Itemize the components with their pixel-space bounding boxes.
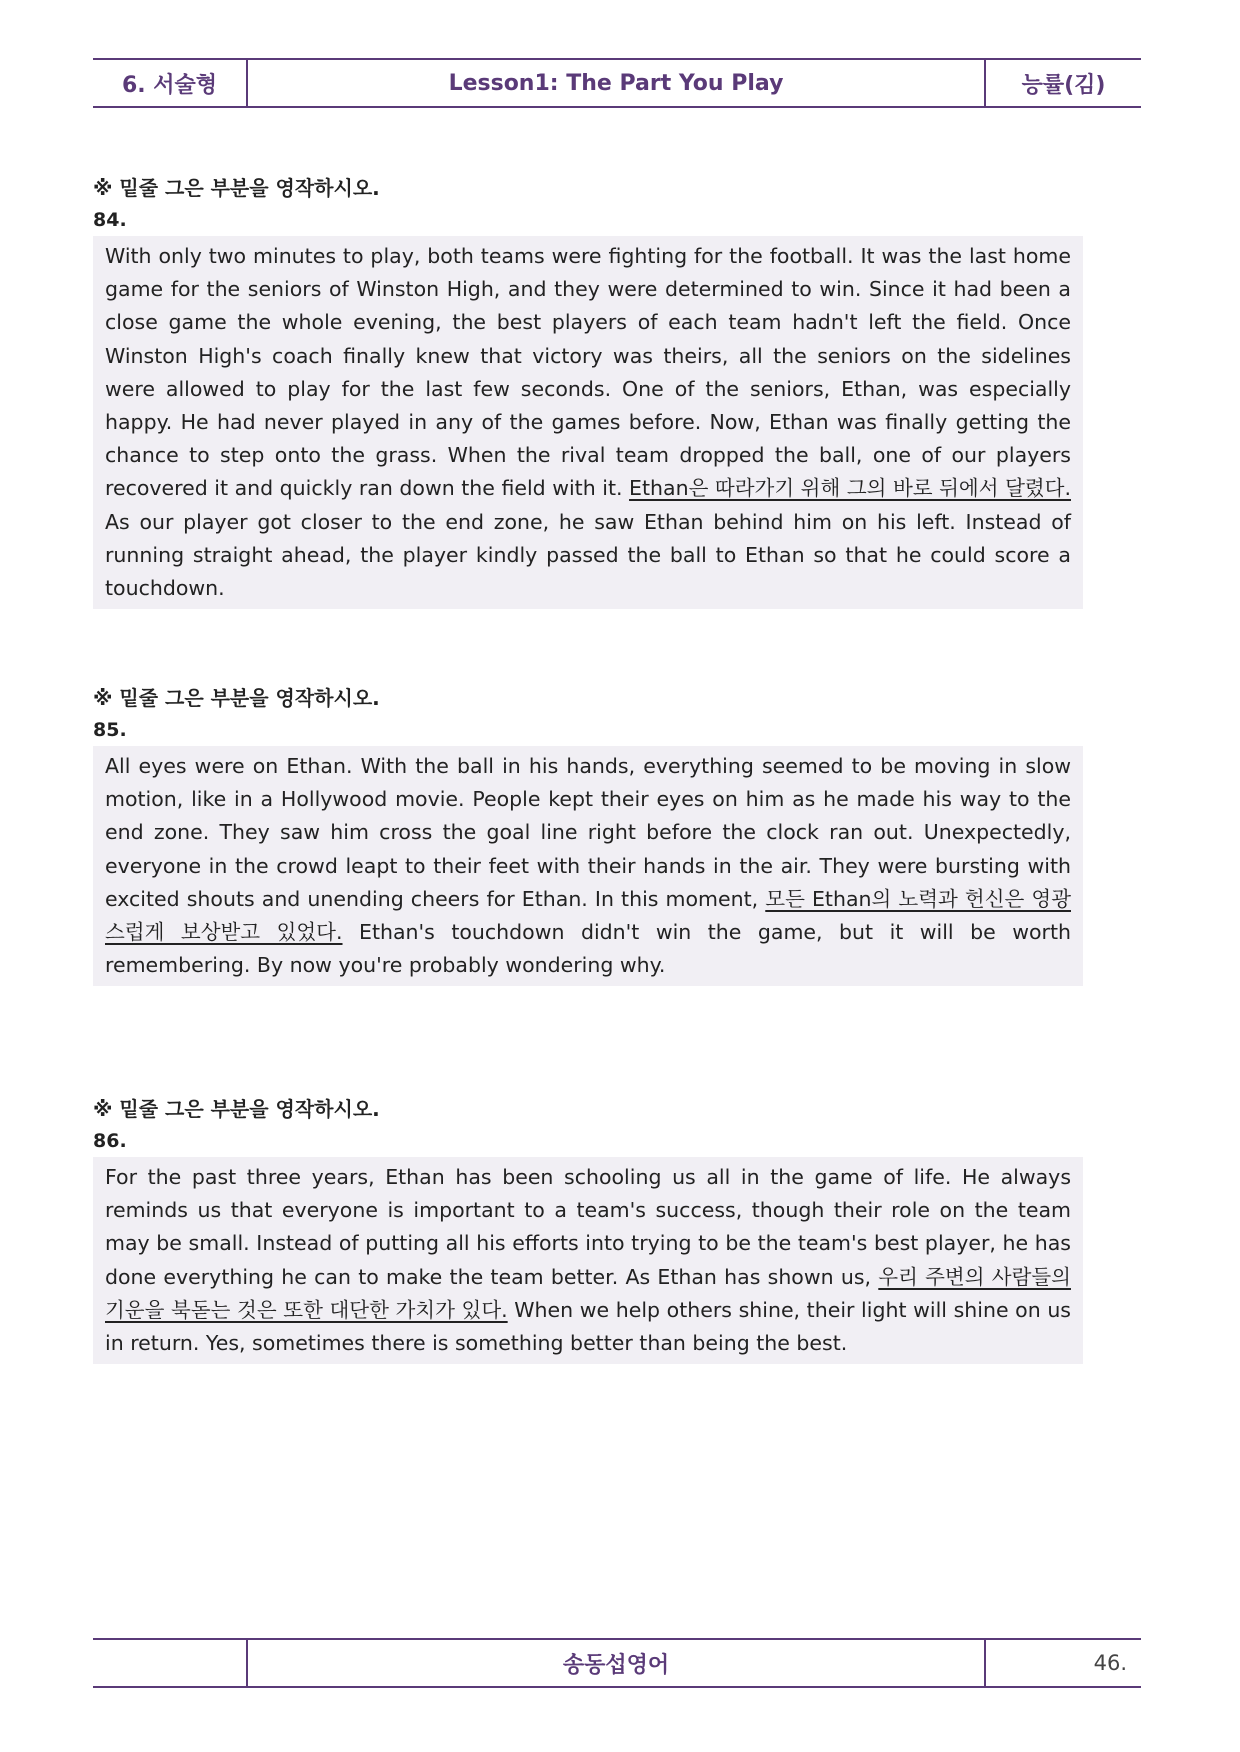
question-instruction: ※ 밑줄 그은 부분을 영작하시오.	[93, 686, 380, 710]
page-number: 46.	[1093, 1651, 1127, 1675]
question-number: 86.	[93, 1130, 127, 1152]
section-label: 6. 서술형	[93, 60, 248, 106]
publisher-label: 능률(김)	[1021, 72, 1106, 98]
passage-text: Ethan's touchdown didn't win the game, but it will be worth remembering. By now you're probably wondering why.	[105, 920, 1071, 978]
passage-text: When we help others shine, their light will shine on us in return. Yes, sometimes there is something better than being the best.	[105, 1297, 1071, 1356]
lesson-title: Lesson1: The Part You Play	[248, 60, 986, 106]
underlined-text: Ethan은 따라가기 위해 그의 바로 뒤에서 달렸다.	[629, 476, 1071, 501]
passage-text: All eyes were on Ethan. With the ball in his hands, everything seemed to be moving in slow motion, like in a Hollywood movie. People kept their eyes on him as he made his way to the end zone. They saw him cross the goal line right before the clock ran out. Unexpectedly, everyone in the crowd leapt to their feet with their hands in the air. They were bursting with excited shouts and unending cheers for Ethan. In this moment,	[105, 754, 1071, 911]
passage-box	[93, 236, 1083, 609]
question-84	[93, 172, 1083, 609]
page-header	[93, 58, 1141, 108]
passage-box	[93, 746, 1083, 986]
footer-brand: 송동섭영어	[248, 1640, 986, 1686]
underlined-text: 우리 주변의 사람들의 기운을 북돋는 것은 또한 대단한 가치가 있다.	[105, 1264, 1071, 1322]
passage-text: For the past three years, Ethan has been schooling us all in the game of life. He always reminds us that everyone is important to a team's success, though their role on the team may be small. Instead of putting all his efforts into trying to be the team's best player, he has done everything he can to make the team better. As Ethan has shown us,	[105, 1165, 1071, 1289]
passage-text: With only two minutes to play, both teams were fighting for the football. It was the last home game for the seniors of Winston High, and they were determined to win. Since it had been a close game the whole evening, the best players of each team hadn't left the field. Once Winston High's coach finally knew that victory was theirs, all the seniors on the sidelines were allowed to play for the last few seconds. One of the seniors, Ethan, was especially happy. He had never played in any of the games before. Now, Ethan was finally getting the chance to step onto the grass. When the rival team dropped the ball, one of our players recovered it and quickly ran down the field with it.	[105, 244, 1071, 501]
question-instruction: ※ 밑줄 그은 부분을 영작하시오.	[93, 176, 380, 200]
question-number: 85.	[93, 719, 127, 741]
footer-empty-cell	[93, 1640, 248, 1686]
question-number: 84.	[93, 209, 127, 231]
passage-box	[93, 1157, 1083, 1364]
question-instruction: ※ 밑줄 그은 부분을 영작하시오.	[93, 1097, 380, 1121]
passage-text: As our player got closer to the end zone, he saw Ethan behind him on his left. Instead of running straight ahead, the player kindly passed the ball to Ethan so that he could score a touchdown.	[105, 509, 1071, 601]
question-85	[93, 682, 1083, 986]
question-86	[93, 1093, 1083, 1364]
underlined-text: 모든 Ethan의 노력과 헌신은 영광스럽게 보상받고 있었다.	[105, 886, 1071, 945]
page-footer	[93, 1638, 1141, 1688]
